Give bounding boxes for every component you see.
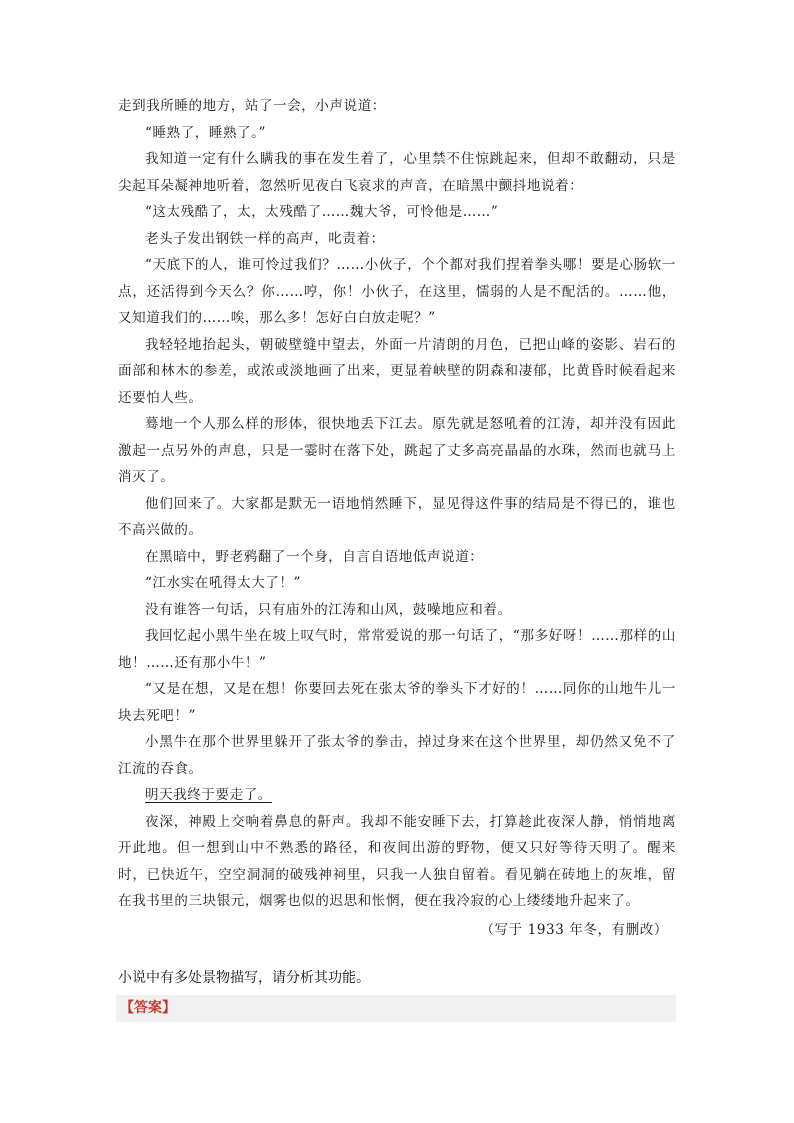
paragraph: 我轻轻地抬起头，朝破壁缝中望去，外面一片清朗的月色，已把山峰的姿影、岩石的面部和林木的参差，或浓或淡地画了出来，更显着峡壁的阴森和凄郁，比黄昏时候看起来还要怕人些。 bbox=[118, 336, 676, 406]
paragraph: 没有谁答一句话，只有庙外的江涛和山风，鼓噪地应和着。 bbox=[145, 601, 512, 618]
underlined-sentence bbox=[118, 782, 676, 809]
paragraph: “睡熟了，睡熟了。” bbox=[145, 124, 267, 141]
paragraph: 蓦地一个人那么样的形体，很快地丢下江去。原先就是怒吼着的江涛，却并没有因此激起一点另外的声息，只是一霎时在落下处，跳起了丈多高亮晶晶的水珠，然而也就马上消灭了。 bbox=[118, 416, 676, 485]
paragraph: “江水实在吼得太大了！” bbox=[145, 575, 302, 591]
passage bbox=[118, 93, 676, 943]
paragraph: 老头子发出钢铁一样的高声，叱责着： bbox=[145, 230, 385, 247]
underlined-text: 明天我终于要走了。 bbox=[145, 787, 272, 803]
paragraph: 我回忆起小黑牛坐在坡上叹气时，常常爱说的那一句话了，“那多好呀！……那样的山地！……还有那小牛！” bbox=[118, 628, 676, 671]
question-text: 小说中有多处景物描写，请分析其功能。 bbox=[118, 970, 370, 986]
paragraph: “这太残酷了，太，太残酷了……魏大爷，可怜他是……” bbox=[145, 204, 499, 220]
paragraph: 在黑暗中，野老鸦翻了一个身，自言自语地低声说道： bbox=[145, 548, 484, 565]
paragraph: 夜深，神殿上交响着鼻息的鼾声。我却不能安睡下去，打算趁此夜深人静，悄悄地离开此地。但一想到山中不熟悉的路径，和夜间出游的野物，便又只好等待天明了。醒来时，已快近午，空空洞洞的破残神祠里，只我一人独自留着。看见躺在砖地上的灰堆，留在我书里的三块银元，烟雾也似的迟思和怅惘，便在我冷寂的心上缕缕地升起来了。 bbox=[118, 813, 676, 909]
paragraph: 他们回来了。大家都是默无一语地悄然睡下，显见得这件事的结局是不得已的，谁也不高兴做的。 bbox=[118, 495, 676, 538]
paragraph: “又是在想，又是在想！你要回去死在张太爷的拳头下才好的！……同你的山地牛儿一块去死吧！” bbox=[118, 681, 676, 724]
answer-bar bbox=[116, 995, 676, 1022]
paragraph: 走到我所睡的地方，站了一会，小声说道： bbox=[118, 98, 386, 114]
paragraph: 小黑牛在那个世界里躲开了张太爷的拳击，掉过身来在这个世界里，却仍然又免不了江流的吞食。 bbox=[118, 734, 676, 777]
source-note: （写于 1933 年冬，有删改） bbox=[480, 921, 668, 938]
paragraph: 我知道一定有什么瞒我的事在发生着了，心里禁不住惊跳起来，但却不敢翻动，只是尖起耳朵凝神地听着，忽然听见夜白飞哀求的声音，在暗黑中颤抖地说着： bbox=[118, 151, 676, 194]
paragraph: “天底下的人，谁可怜过我们？……小伙子，个个都对我们捏着拳头哪！要是心肠软一点，还活得到今天么？你……哼，你！小伙子，在这里，懦弱的人是不配活的。……他，又知道我们的……唉，那么多！怎好白白放走呢？” bbox=[118, 257, 676, 326]
answer-label: 【答案】 bbox=[120, 1000, 176, 1016]
